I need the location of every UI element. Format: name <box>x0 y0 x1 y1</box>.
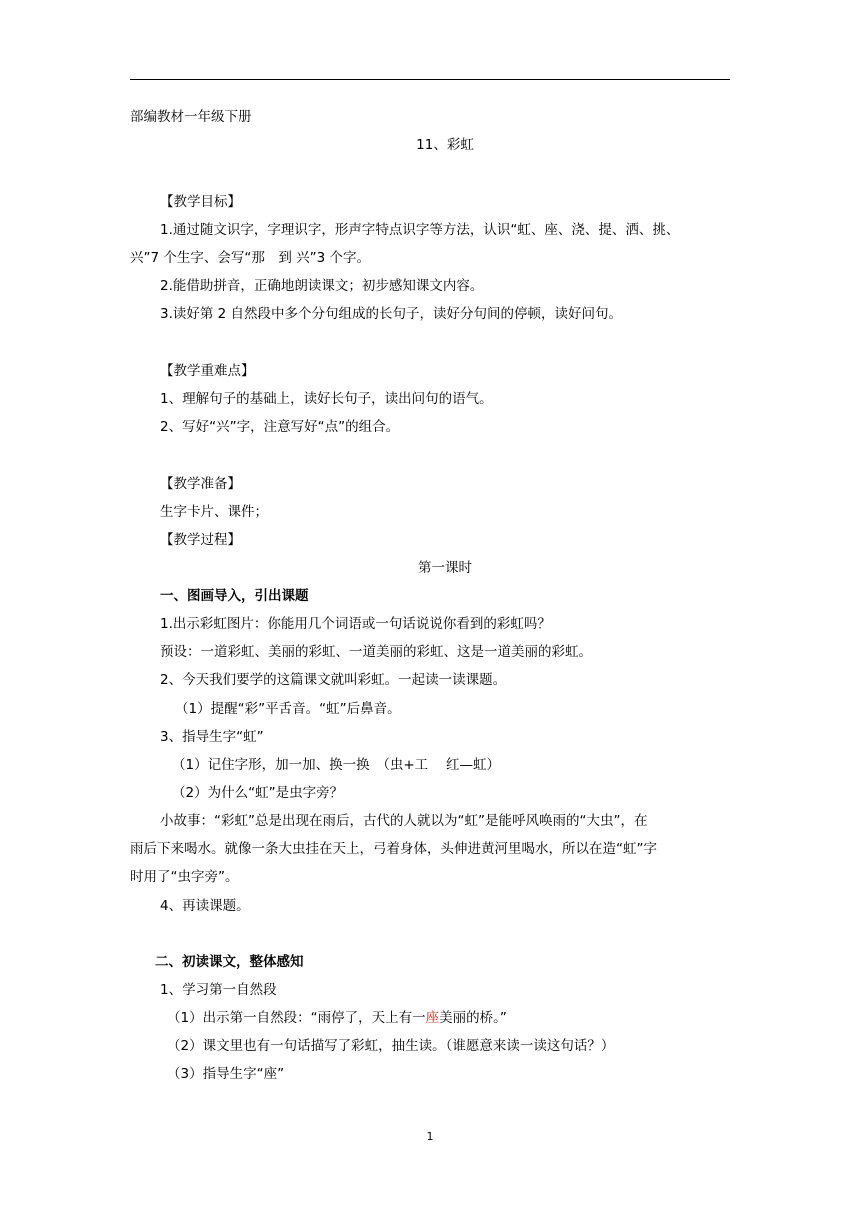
section-2-line-2-end: 美丽的桥。” <box>439 1010 507 1026</box>
highlighted-character: 座 <box>425 1010 440 1026</box>
section-1-title: 一、图画导入，引出课题 <box>160 588 309 604</box>
page-number: 1 <box>426 1130 434 1143</box>
section-1-line-5: 3、指导生字“虹” <box>160 729 264 745</box>
objectives-heading: 【教学目标】 <box>160 194 241 210</box>
section-2-title: 二、初读课文，整体感知 <box>155 954 304 970</box>
key-point-1: 1、理解句子的基础上，读好长句子，读出问句的语气。 <box>160 391 493 407</box>
section-1-line-7: （2）为什么“虹”是虫字旁？ <box>172 785 344 801</box>
story-line-1: 小故事：“彩虹”总是出现在雨后，古代的人就以为“虹”是能呼风唤雨的“大虫”，在 <box>160 813 648 829</box>
objective-1-line-1: 1.通过随文识字，字理识字，形声字特点识字等方法，认识“虹、座、浇、提、洒、挑、 <box>160 222 680 238</box>
preparation-content: 生字卡片、课件； <box>160 504 268 520</box>
section-2-line-2-start: （1）出示第一自然段：“雨停了，天上有一 <box>167 1010 426 1026</box>
section-1-line-3: 2、今天我们要学的这篇课文就叫彩虹。一起读一读课题。 <box>160 672 507 688</box>
lesson-title: 11、彩虹 <box>416 137 474 153</box>
section-2-line-3: （2）课文里也有一句话描写了彩虹，抽生读。（谁愿意来读一读这句话？） <box>167 1038 615 1054</box>
section-1-line-4: （1）提醒“彩”平舌音。“虹”后鼻音。 <box>175 701 401 717</box>
key-points-heading: 【教学重难点】 <box>160 363 255 379</box>
header-rule <box>130 79 730 80</box>
preparation-heading: 【教学准备】 <box>160 476 241 492</box>
process-heading: 【教学过程】 <box>160 532 241 548</box>
objective-3: 3.读好第 2 自然段中多个分句组成的长句子，读好分句间的停顿，读好问句。 <box>160 306 623 322</box>
book-label: 部编教材一年级下册 <box>130 109 252 125</box>
objective-2: 2.能借助拼音，正确地朗读课文；初步感知课文内容。 <box>160 278 484 294</box>
section-2-line-4: （3）指导生字“座” <box>167 1066 285 1082</box>
objective-1-line-2: 兴”7 个生字、会写“那 到 兴”3 个字。 <box>130 250 371 266</box>
section-1-line-1: 1.出示彩虹图片：你能用几个词语或一句话说说你看到的彩虹吗？ <box>160 616 551 632</box>
section-2-line-2 <box>167 1009 507 1027</box>
section-1-line-8: 4、再读课题。 <box>160 898 250 914</box>
section-2-line-1: 1、学习第一自然段 <box>160 982 277 998</box>
section-1-line-6: （1）记住字形，加一加、换一换 （虫+工 红—虹） <box>172 757 500 773</box>
lesson-period: 第一课时 <box>418 560 472 576</box>
section-1-line-2: 预设：一道彩虹、美丽的彩虹、一道美丽的彩虹、这是一道美丽的彩虹。 <box>160 644 592 660</box>
story-line-3: 时用了“虫字旁”。 <box>130 869 239 885</box>
story-line-2: 雨后下来喝水。就像一条大虫挂在天上，弓着身体，头伸进黄河里喝水，所以在造“虹”字 <box>130 841 657 857</box>
key-point-2: 2、写好“兴”字，注意写好“点”的组合。 <box>160 419 400 435</box>
